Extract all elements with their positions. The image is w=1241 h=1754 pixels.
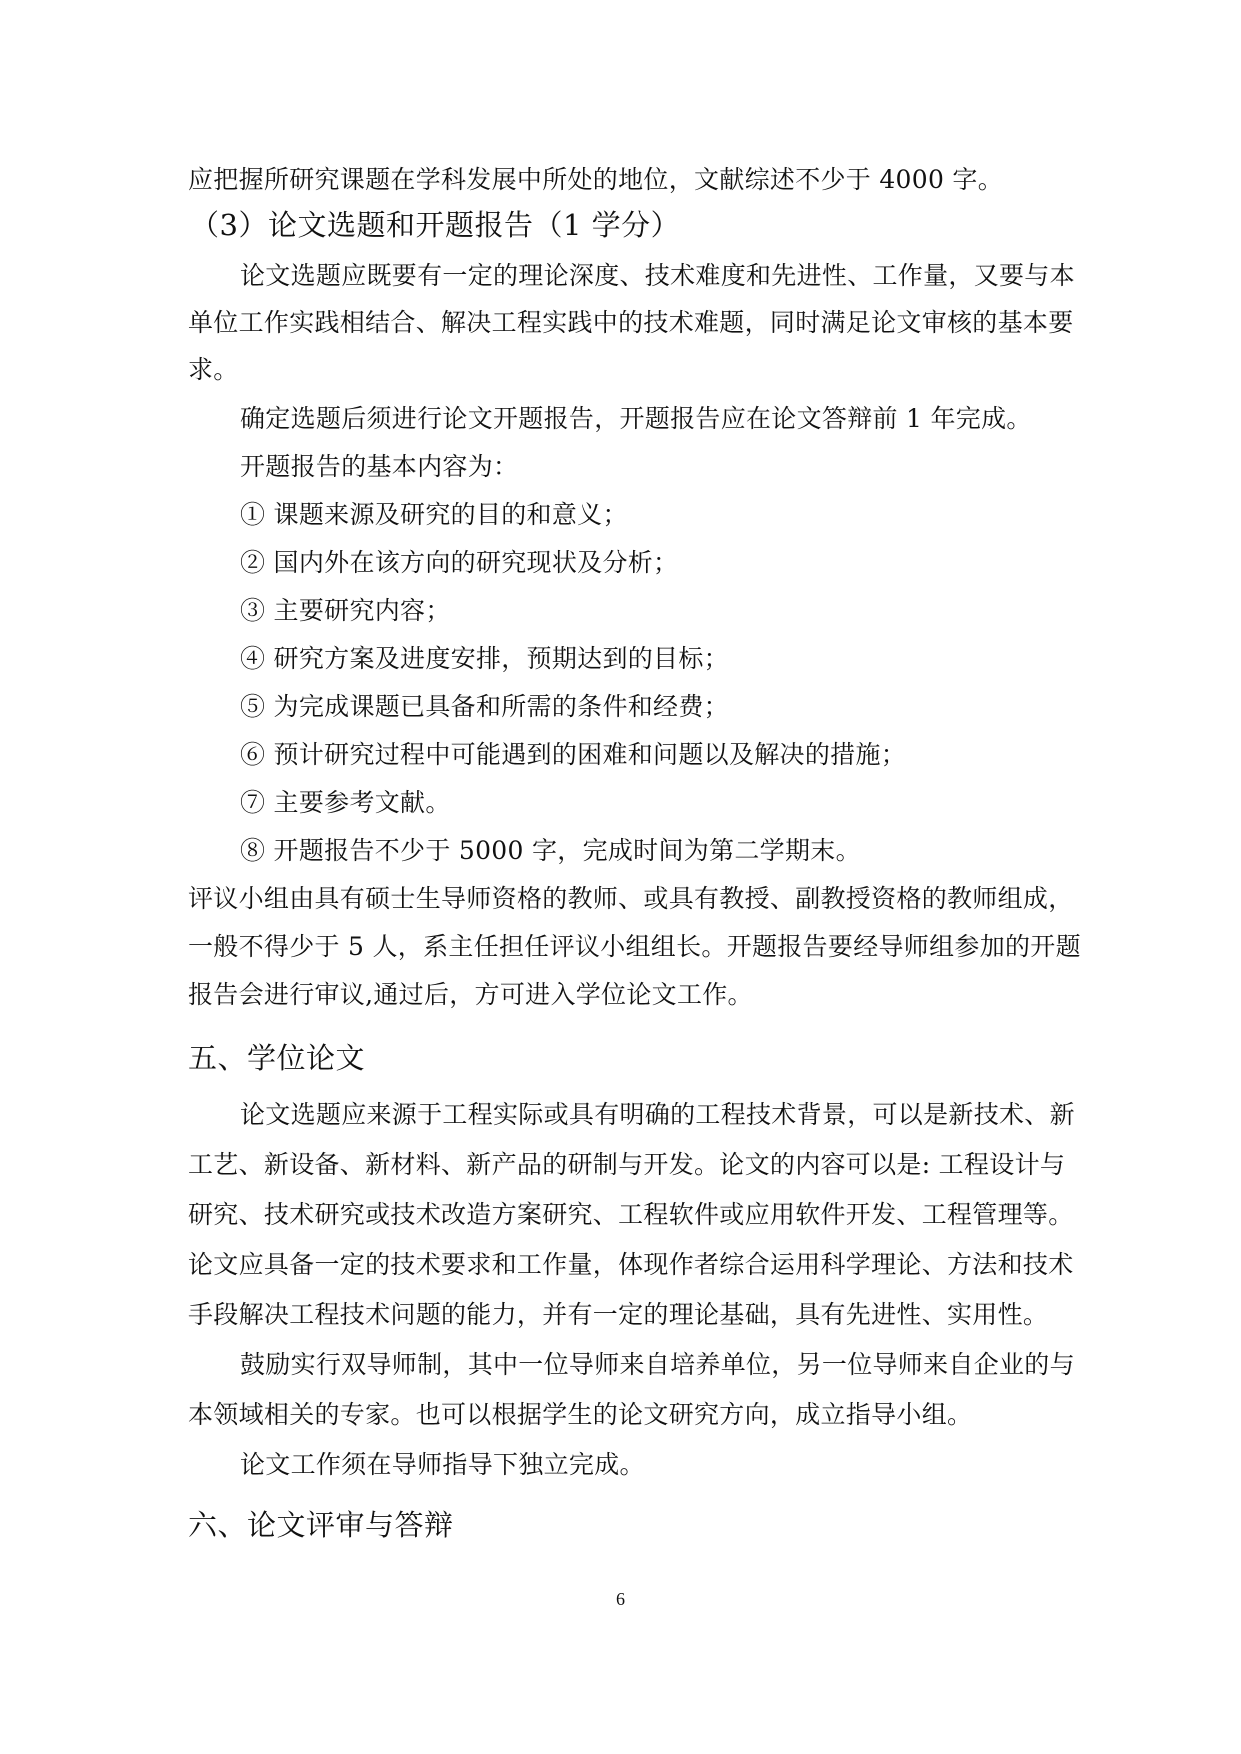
paragraph-line: 论文应具备一定的技术要求和工作量，体现作者综合运用科学理论、方法和技术 [188,1250,1074,1279]
list-item: ⑤ 为完成课题已具备和所需的条件和经费； [240,692,729,721]
list-item: ① 课题来源及研究的目的和意义； [240,500,628,529]
list-item: ⑥ 预计研究过程中可能遇到的困难和问题以及解决的措施； [240,740,907,769]
section-heading: 六、论文评审与答辩 [188,1508,454,1542]
paragraph-line: 开题报告的基本内容为： [240,452,519,481]
paragraph-line: 报告会进行审议,通过后，方可进入学位论文工作。 [188,980,753,1009]
paragraph-line: 求。 [188,355,239,384]
paragraph-line: 论文选题应来源于工程实际或具有明确的工程技术背景，可以是新技术、新 [240,1100,1075,1129]
paragraph-line: 单位工作实践相结合、解决工程实践中的技术难题，同时满足论文审核的基本要 [188,308,1074,337]
subsection-heading: （3）论文选题和开题报告（1 学分） [190,208,681,242]
paragraph-line: 研究、技术研究或技术改造方案研究、工程软件或应用软件开发、工程管理等。 [188,1200,1074,1229]
paragraph-line: 鼓励实行双导师制，其中一位导师来自培养单位，另一位导师来自企业的与 [240,1350,1075,1379]
paragraph-line: 论文工作须在导师指导下独立完成。 [240,1450,645,1479]
list-item: ⑧ 开题报告不少于 5000 字，完成时间为第二学期末。 [240,836,861,865]
paragraph-line: 本领域相关的专家。也可以根据学生的论文研究方向，成立指导小组。 [188,1400,973,1429]
paragraph-line: 评议小组由具有硕士生导师资格的教师、或具有教授、副教授资格的教师组成， [188,884,1074,913]
list-item: ② 国内外在该方向的研究现状及分析； [240,548,679,577]
list-item: ④ 研究方案及进度安排，预期达到的目标； [240,644,729,673]
paragraph-line: 应把握所研究课题在学科发展中所处的地位，文献综述不少于 4000 字。 [188,165,1004,194]
paragraph-line: 手段解决工程技术问题的能力，并有一定的理论基础，具有先进性、实用性。 [188,1300,1049,1329]
list-item: ⑦ 主要参考文献。 [240,788,451,817]
paragraph-line: 论文选题应既要有一定的理论深度、技术难度和先进性、工作量，又要与本 [240,261,1075,290]
paragraph-line: 一般不得少于 5 人，系主任担任评议小组组长。开题报告要经导师组参加的开题 [188,932,1081,961]
paragraph-line: 确定选题后须进行论文开题报告，开题报告应在论文答辩前 1 年完成。 [240,404,1032,433]
section-heading: 五、学位论文 [188,1041,366,1075]
paragraph-line: 工艺、新设备、新材料、新产品的研制与开发。论文的内容可以是: 工程设计与 [188,1150,1066,1179]
page-number: 6 [616,1589,625,1609]
list-item: ③ 主要研究内容； [240,596,451,625]
